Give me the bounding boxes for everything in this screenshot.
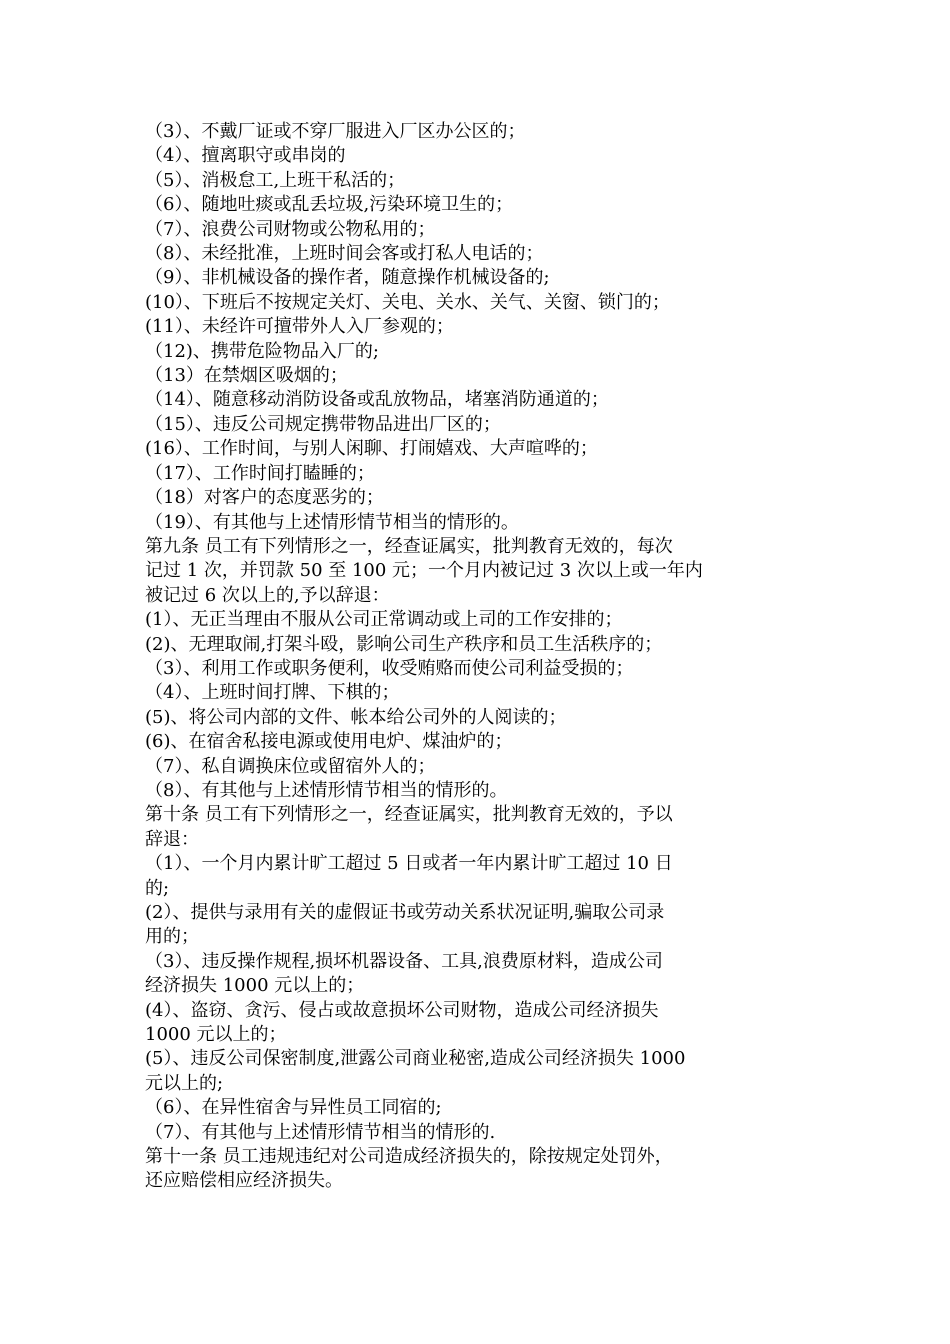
list-item: (6)、在宿舍私接电源或使用电炉、煤油炉的； <box>145 731 513 753</box>
list-item: （3）、不戴厂证或不穿厂服进入厂区办公区的； <box>145 121 526 142</box>
document-body <box>145 120 813 1194</box>
list-item: （5）、消极怠工,上班干私活的； <box>145 169 406 191</box>
list-item: （8）、有其他与上述情形情节相当的情形的。 <box>145 779 508 801</box>
list-item: (16）、工作时间，与别人闲聊、打闹嬉戏、大声喧哗的； <box>145 438 598 460</box>
list-item-continued: 经济损失 1000 元以上的； <box>145 975 365 997</box>
article9-heading-line: 第九条 员工有下列情形之一，经查证属实，批判教育无效的，每次 <box>145 535 673 557</box>
list-item: (2）、提供与录用有关的虚假证书或劳动关系状况证明,骗取公司录 <box>145 902 665 923</box>
list-item: （18）对客户的态度恶劣的； <box>145 487 384 509</box>
article11 <box>145 1145 813 1194</box>
article10 <box>145 803 813 1145</box>
list-item-continued: 元以上的; <box>145 1072 224 1094</box>
list-item: (5）、违反公司保密制度,泄露公司商业秘密,造成公司经济损失 1000 <box>145 1048 686 1070</box>
list-item: （4）、上班时间打牌、下棋的； <box>145 682 400 704</box>
article9-heading-line: 记过 1 次，并罚款 50 至 100 元；一个月内被记过 3 次以上或一年内 <box>145 560 703 582</box>
article9 <box>145 535 813 803</box>
list-item: (11）、未经许可擅带外人入厂参观的； <box>145 316 454 338</box>
list-item: (1）、无正当理由不服从公司正常调动或上司的工作安排的； <box>145 609 623 631</box>
list-item: （3）、违反操作规程,损坏机器设备、工具,浪费原材料，造成公司 <box>145 950 663 972</box>
list-item: （6）、在异性宿舍与异性员工同宿的; <box>145 1097 442 1119</box>
list-item: (2)、无理取闹,打架斗殴，影响公司生产秩序和员工生活秩序的； <box>145 633 663 655</box>
article10-heading-line: 辞退： <box>145 828 199 850</box>
list-item: （6）、随地吐痰或乱丢垃圾,污染环境卫生的； <box>145 194 514 216</box>
list-item: (5)、将公司内部的文件、帐本给公司外的人阅读的； <box>145 706 567 728</box>
article11-heading-line: 第十一条 员工违规违纪对公司造成经济损失的，除按规定处罚外， <box>145 1146 673 1168</box>
list-item: （17）、工作时间打瞌睡的； <box>145 462 375 484</box>
list-item: （9）、非机械设备的操作者，随意操作机械设备的; <box>145 267 550 289</box>
list-item-continued: 用的； <box>145 926 199 948</box>
article8-items <box>145 120 813 535</box>
list-item: (4）、盗窃、贪污、侵占或故意损坏公司财物，造成公司经济损失 <box>145 999 659 1021</box>
list-item: （15）、违反公司规定携带物品进出厂区的； <box>145 413 501 435</box>
article10-heading-line: 第十条 员工有下列情形之一，经查证属实，批判教育无效的，予以 <box>145 804 673 826</box>
list-item: （12)、携带危险物品入厂的; <box>145 340 379 362</box>
list-item: （8）、未经批准，上班时间会客或打私人电话的； <box>145 243 544 265</box>
list-item: （19）、有其他与上述情形情节相当的情形的。 <box>145 511 519 533</box>
article9-heading-line: 被记过 6 次以上的,予以辞退： <box>145 584 390 606</box>
list-item: （7）、私自调换床位或留宿外人的； <box>145 755 436 777</box>
list-item: （3）、利用工作或职务便利，收受贿赂而使公司利益受损的； <box>145 657 634 679</box>
list-item: (10）、下班后不按规定关灯、关电、关水、关气、关窗、锁门的； <box>145 291 670 313</box>
article11-heading-line: 还应赔偿相应经济损失。 <box>145 1170 343 1192</box>
list-item-continued: 的; <box>145 877 170 899</box>
list-item: （7）、浪费公司财物或公物私用的； <box>145 218 436 240</box>
list-item: （4）、擅离职守或串岗的 <box>145 145 346 167</box>
list-item: （13）在禁烟区吸烟的； <box>145 365 348 387</box>
list-item: （1）、一个月内累计旷工超过 5 日或者一年内累计旷工超过 10 日 <box>145 853 673 875</box>
list-item-continued: 1000 元以上的； <box>145 1024 287 1046</box>
list-item: （14）、随意移动消防设备或乱放物品，堵塞消防通道的； <box>145 389 609 411</box>
list-item: （7）、有其他与上述情形情节相当的情形的. <box>145 1121 496 1143</box>
